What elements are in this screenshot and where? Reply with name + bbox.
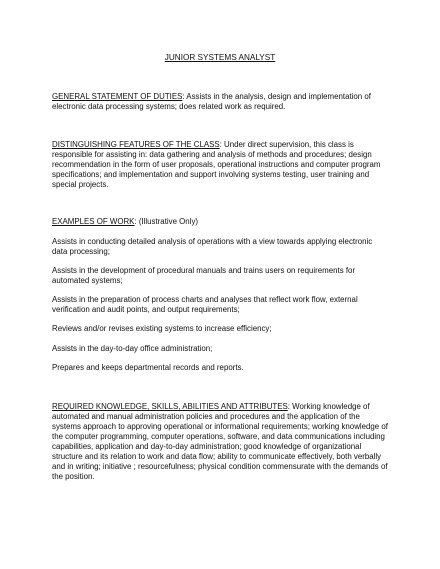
list-item xyxy=(52,324,388,334)
examples-of-work-heading: EXAMPLES OF WORK xyxy=(52,217,135,226)
examples-of-work-note: : (Illustrative Only) xyxy=(134,217,199,226)
example-item-6: Prepares and keeps departmental records and reports. xyxy=(52,363,244,372)
list-item xyxy=(52,295,388,315)
examples-of-work-header xyxy=(52,217,388,227)
general-statement-text: : Assists in the analysis, design and implementation of electronic data processing systems; does related work as required. xyxy=(52,92,371,111)
list-item xyxy=(52,237,388,257)
list-item xyxy=(52,363,388,373)
distinguishing-features-heading: DISTINGUISHING FEATURES OF THE CLASS xyxy=(52,140,220,149)
list-item xyxy=(52,266,388,286)
distinguishing-features-section xyxy=(52,140,388,190)
example-item-1: Assists in conducting detailed analysis of operations with a view towards applying electronic data processing; xyxy=(52,237,373,256)
list-item xyxy=(52,344,388,354)
distinguishing-features-text: : Under direct supervision, this class is responsible for assisting in: data gathering and analysis of methods and procedures; design recommendation in the form of user proposals, operational instructions and computer program specifications; and implementation and support involving systems testing, user training and special projects. xyxy=(52,140,381,189)
general-statement-heading: GENERAL STATEMENT OF DUTIES xyxy=(52,92,183,101)
example-item-5: Assists in the day-to-day office administration; xyxy=(52,344,213,353)
example-item-2: Assists in the development of procedural manuals and trains users on requirements for automated systems; xyxy=(52,266,356,285)
required-knowledge-section xyxy=(52,402,388,482)
title-text: JUNIOR SYSTEMS ANALYST xyxy=(164,53,276,62)
required-knowledge-heading: REQUIRED KNOWLEDGE, SKILLS, ABILITIES AND ATTRIBUTES xyxy=(52,402,288,411)
example-item-3: Assists in the preparation of process charts and analyses that reflect work flow, external verification and audit points, and output requirements; xyxy=(52,295,358,314)
general-statement-section xyxy=(52,92,388,112)
page-title xyxy=(0,53,440,63)
example-item-4: Reviews and/or revises existing systems to increase efficiency; xyxy=(52,324,272,333)
required-knowledge-text: : Working knowledge of automated and manual administration policies and procedures and the application of the systems approach to approving operational or informational requirements; working knowledge of the computer programming, computer operations, software, and data communications including capabilities, application and day-to-day administration; good knowledge of organizational structure and its relation to work and data flow; ability to communicate effectively, both verbally and in writing; initiative ; resourcefulness; physical condition commensurate with the demands of the position. xyxy=(52,402,388,481)
